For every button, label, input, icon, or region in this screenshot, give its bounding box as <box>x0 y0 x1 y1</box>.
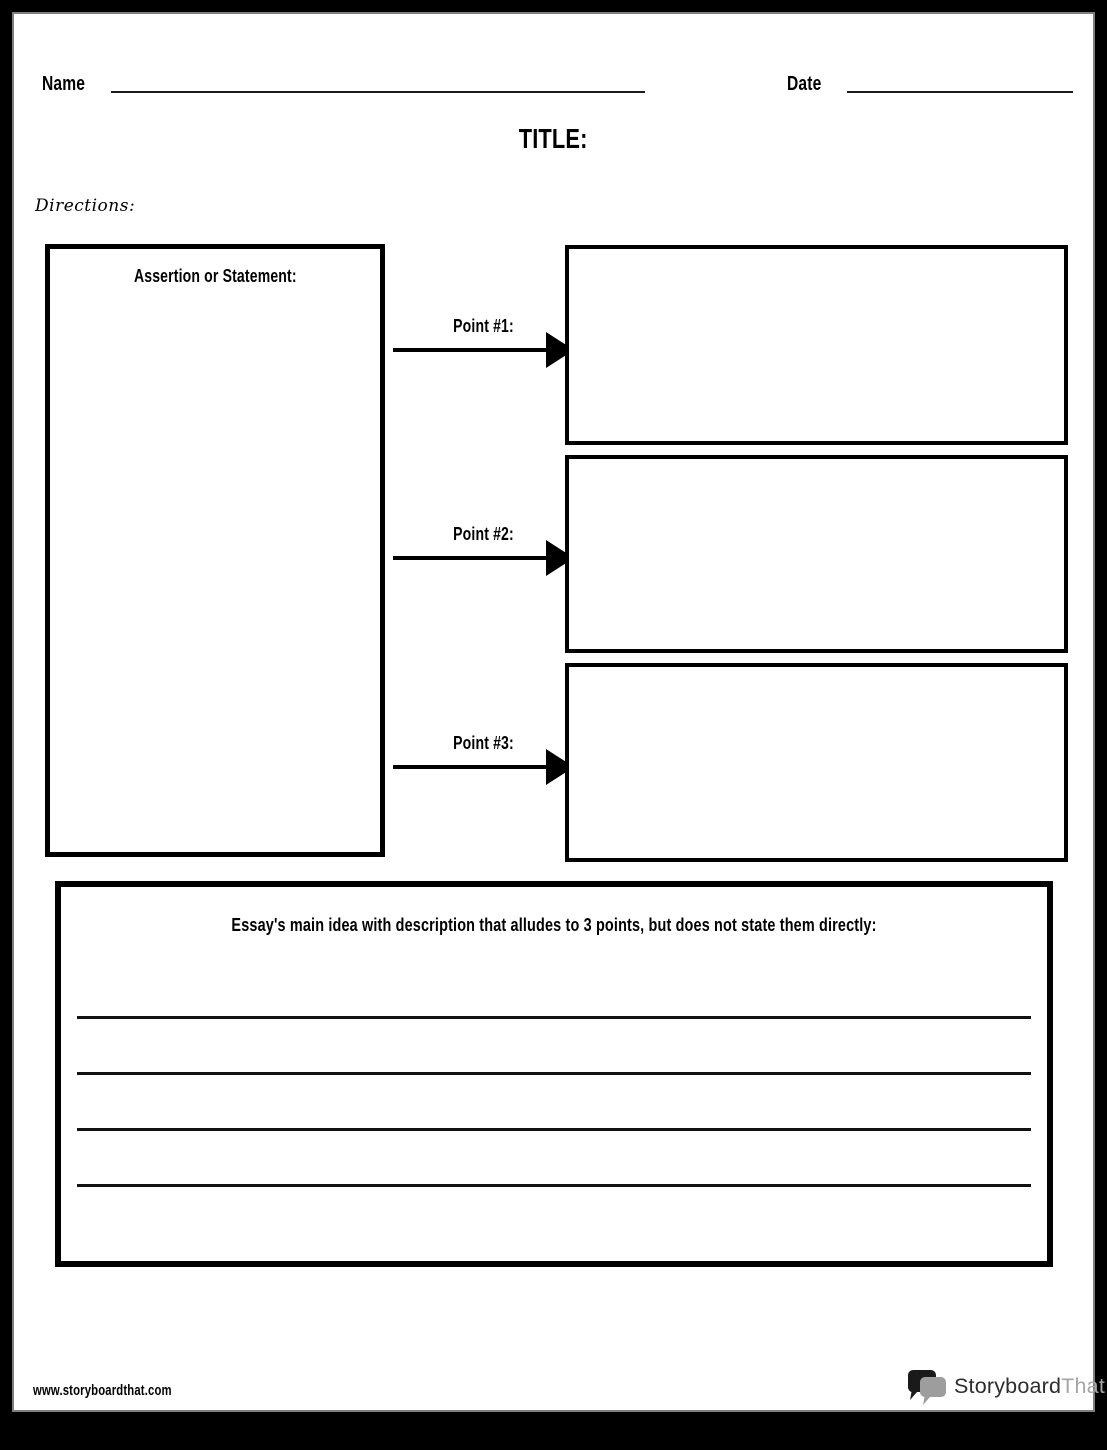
name-field-row <box>42 73 645 96</box>
title-row <box>14 123 1093 155</box>
directions-label: Directions: <box>35 196 136 216</box>
point-2-arrow-line <box>393 556 547 560</box>
website-url: www.storyboardthat.com <box>33 1383 172 1399</box>
point-2-label: Point #2: <box>453 524 514 544</box>
point-2-arrow <box>393 522 574 594</box>
name-blank-line[interactable] <box>111 91 645 93</box>
essay-main-idea-box[interactable] <box>55 881 1053 1267</box>
point-3-label: Point #3: <box>453 733 514 753</box>
storyboardthat-logo <box>906 1366 1105 1406</box>
writing-line[interactable] <box>77 1072 1031 1075</box>
speech-bubbles-icon <box>906 1366 948 1406</box>
point-3-arrow <box>393 731 574 803</box>
name-label: Name <box>42 73 86 95</box>
date-blank-line[interactable] <box>847 91 1073 93</box>
point-1-arrow-line <box>393 348 547 352</box>
page-title: TITLE: <box>519 123 588 154</box>
date-field-row <box>787 73 1073 96</box>
writing-line[interactable] <box>77 1016 1031 1019</box>
point-2-answer-box[interactable] <box>565 455 1068 653</box>
point-3-arrow-line <box>393 765 547 769</box>
essay-box-title: Essay's main idea with description that alludes to 3 points, but does not state them directly: <box>231 914 877 935</box>
point-1-label: Point #1: <box>453 316 514 336</box>
point-1-arrow <box>393 314 574 386</box>
date-label: Date <box>787 73 822 95</box>
assertion-box[interactable] <box>45 244 385 857</box>
logo-wordmark: StoryboardThat <box>954 1373 1105 1398</box>
point-1-answer-box[interactable] <box>565 245 1068 445</box>
assertion-box-title: Assertion or Statement: <box>133 266 297 286</box>
writing-line[interactable] <box>77 1184 1031 1187</box>
point-3-answer-box[interactable] <box>565 663 1068 862</box>
worksheet-page <box>12 12 1105 1412</box>
writing-line[interactable] <box>77 1128 1031 1131</box>
